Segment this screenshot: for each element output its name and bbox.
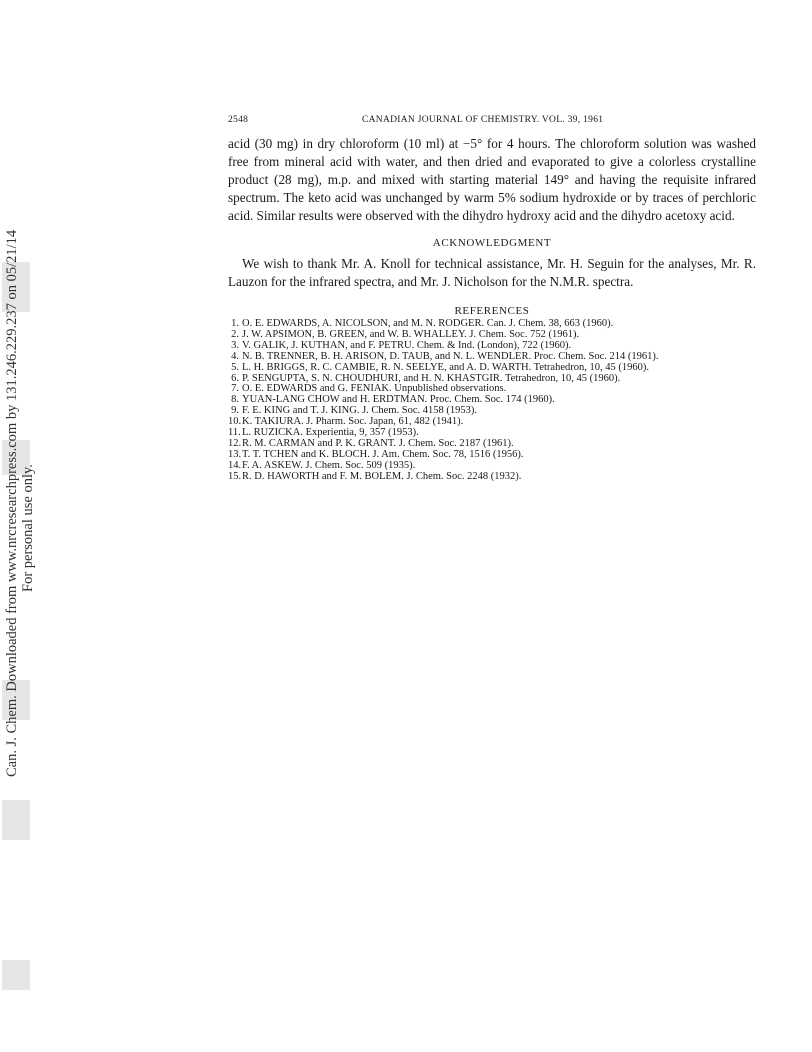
reference-number: 6. bbox=[231, 372, 239, 384]
page-content bbox=[228, 115, 756, 483]
reference-number: 11. bbox=[228, 427, 241, 439]
reference-number: 4. bbox=[231, 350, 239, 362]
references-heading: REFERENCES bbox=[454, 305, 530, 317]
reference-number: 1. bbox=[231, 318, 239, 329]
reference-text: T. T. TCHEN and K. BLOCH. J. Am. Chem. Soc. 78, 1516 (1956). bbox=[242, 448, 524, 460]
reference-number: 3. bbox=[231, 339, 239, 351]
reference-number: 5. bbox=[231, 361, 239, 373]
reference-text: R. D. HAWORTH and F. M. BOLEM. J. Chem. Soc. 2248 (1932). bbox=[242, 470, 522, 482]
reference-text: F. E. KING and T. J. KING. J. Chem. Soc. 4158 (1953). bbox=[242, 405, 478, 417]
reference-text: O. E. EDWARDS, A. NICOLSON, and M. N. RODGER. Can. J. Chem. 38, 663 (1960). bbox=[242, 318, 614, 329]
reference-number: 15. bbox=[228, 470, 242, 482]
reference-text: V. GALIK, J. KUTHAN, and F. PETRU. Chem. & Ind. (London), 722 (1960). bbox=[242, 339, 572, 351]
reference-number: 10. bbox=[228, 416, 242, 428]
reference-text: R. M. CARMAN and P. K. GRANT. J. Chem. Soc. 2187 (1961). bbox=[242, 437, 514, 449]
references-list bbox=[228, 319, 756, 483]
reference-number: 8. bbox=[231, 394, 239, 406]
acknowledgment-heading: ACKNOWLEDGMENT bbox=[432, 237, 552, 249]
download-notice: Can. J. Chem. Downloaded from www.nrcresearchpress.com by 131.246.229.237 on 05/21/14 bbox=[4, 229, 20, 777]
reference-text: L. H. BRIGGS, R. C. CAMBIE, R. N. SEELYE, and A. D. WARTH. Tetrahedron, 10, 45 (1960). bbox=[242, 361, 649, 373]
download-watermark bbox=[0, 0, 34, 1052]
reference-item bbox=[228, 472, 756, 483]
reference-text: F. A. ASKEW. J. Chem. Soc. 509 (1935). bbox=[242, 459, 416, 471]
reference-text: YUAN-LANG CHOW and H. ERDTMAN. Proc. Chem. Soc. 174 (1960). bbox=[242, 394, 555, 406]
reference-text: L. RUZICKA. Experientia, 9, 357 (1953). bbox=[242, 427, 419, 439]
journal-title: CANADIAN JOURNAL OF CHEMISTRY. VOL. 39, 1961 bbox=[362, 115, 604, 125]
reference-text: N. B. TRENNER, B. H. ARISON, D. TAUB, and N. L. WENDLER. Proc. Chem. Soc. 214 (1961). bbox=[242, 350, 659, 362]
reference-text: P. SENGUPTA, S. N. CHOUDHURI, and H. N. KHASTGIR. Tetrahedron, 10, 45 (1960). bbox=[242, 372, 621, 384]
running-header bbox=[228, 115, 756, 131]
reference-text: J. W. APSIMON, B. GREEN, and W. B. WHALLEY. J. Chem. Soc. 752 (1961). bbox=[242, 328, 580, 340]
reference-number: 13. bbox=[228, 448, 242, 460]
personal-use-notice: For personal use only. bbox=[20, 464, 36, 592]
reference-number: 7. bbox=[231, 383, 239, 395]
reference-text: K. TAKIURA. J. Pharm. Soc. Japan, 61, 482 (1941). bbox=[242, 416, 464, 428]
acknowledgment-text: We wish to thank Mr. A. Knoll for technical assistance, Mr. H. Seguin for the analyses, Mr. R. Lauzon for the infrared spectra, and Mr. J. Nicholson for the N.M.R. spectra. bbox=[228, 256, 756, 289]
page-number: 2548 bbox=[228, 115, 249, 125]
reference-number: 12. bbox=[228, 437, 242, 449]
reference-text: O. E. EDWARDS and G. FENIAK. Unpublished observations. bbox=[242, 383, 507, 395]
reference-number: 14. bbox=[228, 459, 242, 471]
reference-number: 2. bbox=[231, 328, 239, 340]
reference-number: 9. bbox=[231, 405, 239, 417]
body-paragraph: acid (30 mg) in dry chloroform (10 ml) at −5° for 4 hours. The chloroform solution was washed free from mineral acid with water, and then dried and evaporated to give a colorless crystalline product (28 mg), m.p. and mixed with starting material 149° and having the requisite infrared spectrum. The keto acid was unchanged by warm 5% sodium hydroxide or by traces of perchloric acid. Similar results were observed with the dihydro hydroxy acid and the dihydro acetoxy acid. bbox=[228, 136, 756, 223]
